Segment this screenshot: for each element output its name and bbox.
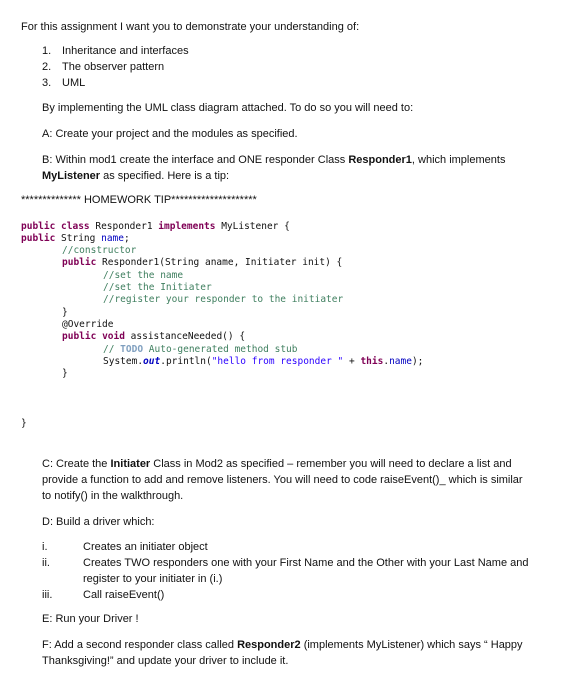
step-c-text: C: Create the (42, 458, 111, 470)
code-line (21, 233, 130, 245)
list-text: register to your initiater in (i.) (83, 573, 223, 585)
keyword: public (62, 331, 97, 342)
code-text: ); (411, 356, 424, 367)
intro-text: For this assignment I want you to demonstrate your understanding of: (21, 21, 360, 33)
step-c-line3: to notify() in the walkthrough. (42, 490, 184, 502)
code-line (21, 418, 27, 430)
tip-banner: ************** HOMEWORK TIP******************** (21, 194, 257, 206)
list-item (42, 76, 562, 90)
step-e: E: Run your Driver ! (42, 613, 139, 625)
keyword: this (360, 356, 384, 367)
list-item (42, 60, 562, 74)
step-b-text: B: Within mod1 create the interface and ONE responder Class (42, 154, 349, 166)
code-line (62, 331, 245, 343)
list-text: Inheritance and interfaces (62, 45, 189, 57)
code-line (62, 245, 136, 257)
code-text: ; (123, 233, 130, 244)
step-a: A: Create your project and the modules as specified. (42, 128, 298, 140)
step-b-line1 (42, 153, 562, 167)
code-line (62, 368, 68, 380)
code-line (103, 344, 298, 356)
comment: //register your responder to the initiater (103, 294, 344, 305)
code-text: System. (103, 356, 144, 367)
code-line (103, 294, 343, 306)
field: name (389, 356, 412, 367)
list-number: ii. (42, 557, 50, 569)
keyword: public class (21, 221, 90, 232)
code-line (62, 307, 68, 319)
code-text: } (21, 418, 27, 429)
field: name (101, 233, 124, 244)
list-number: iii. (42, 589, 53, 601)
code-text: Responder1(String aname, Initiater init) { (96, 257, 343, 268)
step-f-text: (implements MyListener) which says “ Happy (300, 639, 523, 651)
implementing-text: By implementing the UML class diagram attached. To do so you will need to: (42, 102, 414, 114)
list-item (42, 588, 562, 602)
step-c-line1 (42, 457, 562, 471)
initiater-bold: Initiater (110, 458, 151, 470)
code-text: assistanceNeeded() { (124, 331, 246, 342)
annotation: @Override (62, 319, 114, 330)
comment: //constructor (62, 245, 137, 256)
code-line (62, 257, 342, 269)
list-text: Creates TWO responders one with your First Name and the Other with your Last Name and (83, 557, 529, 569)
comment: //set the Initiater (103, 282, 212, 293)
todo-tag: TODO (120, 344, 144, 355)
code-line (103, 356, 423, 368)
code-text: MyListener { (215, 221, 290, 232)
keyword: implements (158, 221, 216, 232)
code-line (103, 282, 212, 294)
comment: // (103, 344, 121, 355)
list-text: UML (62, 77, 86, 89)
list-number: i. (42, 541, 48, 553)
responder1-bold: Responder1 (348, 154, 412, 166)
static-field: out (143, 356, 161, 367)
keyword: public (21, 233, 56, 244)
code-text: String (55, 233, 102, 244)
code-text: Responder1 (89, 221, 159, 232)
code-text: } (62, 307, 68, 318)
code-text: .println( (160, 356, 212, 367)
list-number: 3. (42, 77, 52, 89)
list-item (42, 556, 562, 570)
step-b-text: , which implements (411, 154, 506, 166)
list-number: 2. (42, 61, 52, 73)
code-line (62, 319, 113, 331)
list-item (42, 44, 562, 58)
step-c-line2: provide a function to add and remove listeners. You will need to code raiseEvent()_ which is similar (42, 474, 523, 486)
code-text: . (383, 356, 390, 367)
comment: //set the name (103, 270, 184, 281)
keyword: public (62, 257, 97, 268)
responder2-bold: Responder2 (237, 639, 301, 651)
step-d: D: Build a driver which: (42, 516, 155, 528)
code-line (21, 221, 290, 233)
mylistener-bold: MyListener (42, 170, 101, 182)
list-item (42, 540, 562, 554)
list-text: The observer pattern (62, 61, 165, 73)
step-b-text: as specified. Here is a tip: (100, 170, 230, 182)
list-text: Creates an initiater object (83, 541, 208, 553)
keyword: void (102, 331, 125, 342)
comment: Auto-generated method stub (143, 344, 298, 355)
step-f-line2: Thanksgiving!” and update your driver to include it. (42, 655, 289, 667)
code-text: + (343, 356, 361, 367)
list-text: Call raiseEvent() (83, 589, 165, 601)
step-f-text: F: Add a second responder class called (42, 639, 238, 651)
string-literal: "hello from responder " (211, 356, 344, 367)
step-c-text: Class in Mod2 as specified – remember you will need to declare a list and (150, 458, 512, 470)
step-f-line1 (42, 638, 562, 652)
code-line (103, 270, 183, 282)
step-b-line2 (42, 169, 562, 183)
code-text: } (62, 368, 68, 379)
list-number: 1. (42, 45, 52, 57)
